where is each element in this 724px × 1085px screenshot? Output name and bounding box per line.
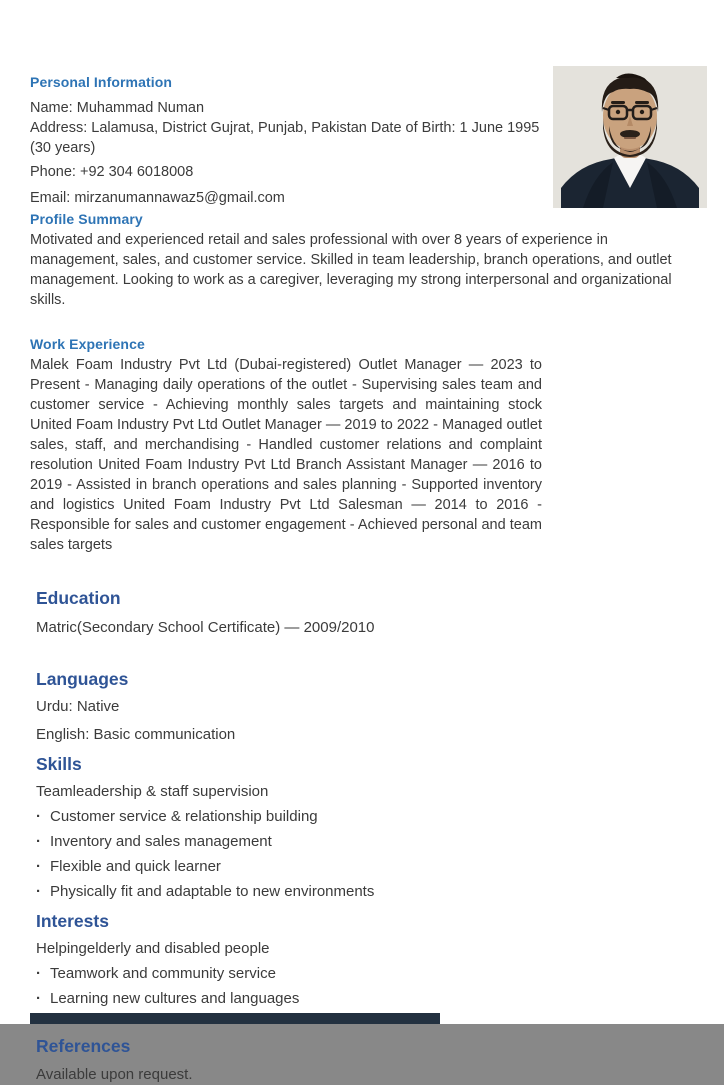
interest-item-label: Teamwork and community service: [50, 965, 276, 982]
section-heading-skills: Skills: [36, 754, 82, 774]
section-heading-personal-information: Personal Information: [30, 74, 173, 90]
interest-item: [36, 963, 698, 984]
education-text: Matric(Secondary School Certificate) — 2009/2010: [36, 619, 375, 636]
skill-item-label: Flexible and quick learner: [50, 858, 221, 875]
bullet-icon: ·: [36, 833, 41, 850]
personal-email-line: Email: mirzanumannawaz5@gmail.com: [30, 190, 285, 206]
skill-item-label: Physically fit and adaptable to new environments: [50, 883, 375, 900]
footer-bar: [30, 1013, 440, 1024]
bullet-icon: ·: [36, 858, 41, 875]
section-heading-interests: Interests: [36, 911, 109, 931]
bullet-icon: ·: [36, 965, 41, 982]
section-heading-languages: Languages: [36, 669, 129, 689]
interest-lead-item: Helpingelderly and disabled people: [36, 940, 270, 957]
resume-content: [30, 74, 698, 1085]
section-heading-profile-summary: Profile Summary: [30, 211, 143, 227]
bullet-icon: ·: [36, 883, 41, 900]
personal-name-line: Name: Muhammad Numan: [30, 100, 205, 116]
skill-item: [36, 881, 698, 902]
section-heading-work-experience: Work Experience: [30, 336, 145, 352]
skill-item-label: Customer service & relationship building: [50, 808, 318, 825]
language-item: English: Basic communication: [36, 726, 236, 743]
skill-item: [36, 856, 698, 877]
section-heading-references: References: [36, 1036, 131, 1056]
personal-phone-line: Phone: +92 304 6018008: [30, 164, 194, 180]
interest-item: [36, 988, 698, 1009]
bullet-icon: ·: [36, 808, 41, 825]
skill-item: [36, 806, 698, 827]
skill-item-label: Inventory and sales management: [50, 833, 272, 850]
skill-lead-item: Teamleadership & staff supervision: [36, 783, 269, 800]
profile-summary-text: Motivated and experienced retail and sales professional with over 8 years of experience in management, sales, and customer service. Skilled in team leadership, branch operations, and outlet management. Looking to work as a caregiver, leveraging my strong interpersonal and organizational skills.: [30, 232, 672, 308]
references-text: Available upon request.: [36, 1066, 193, 1083]
bullet-icon: ·: [36, 990, 41, 1007]
work-experience-text: Malek Foam Industry Pvt Ltd (Dubai-registered) Outlet Manager — 2023 to Present - Managing daily operations of the outlet - Supervising sales team and customer service - Achieving monthly sales targets and maintaining stock United Foam Industry Pvt Ltd Outlet Manager — 2019 to 2022 - Managed outlet sales, staff, and merchandising - Handled customer relations and complaint resolution United Foam Industry Pvt Ltd Branch Assistant Manager — 2016 to 2019 - Assisted in branch operations and sales planning - Supported inventory and logistics United Foam Industry Pvt Ltd Salesman — 2014 to 2016 - Responsible for sales and customer engagement - Achieved personal and team sales targets: [30, 357, 542, 553]
personal-address-line: Address: Lalamusa, District Gujrat, Punjab, Pakistan Date of Birth: 1 June 1995 (30 years): [30, 120, 540, 156]
skill-item: [36, 831, 698, 852]
interest-item-label: Learning new cultures and languages: [50, 990, 300, 1007]
section-heading-education: Education: [36, 588, 121, 608]
language-item: Urdu: Native: [36, 698, 120, 715]
resume-lower-sections: [30, 588, 698, 1085]
